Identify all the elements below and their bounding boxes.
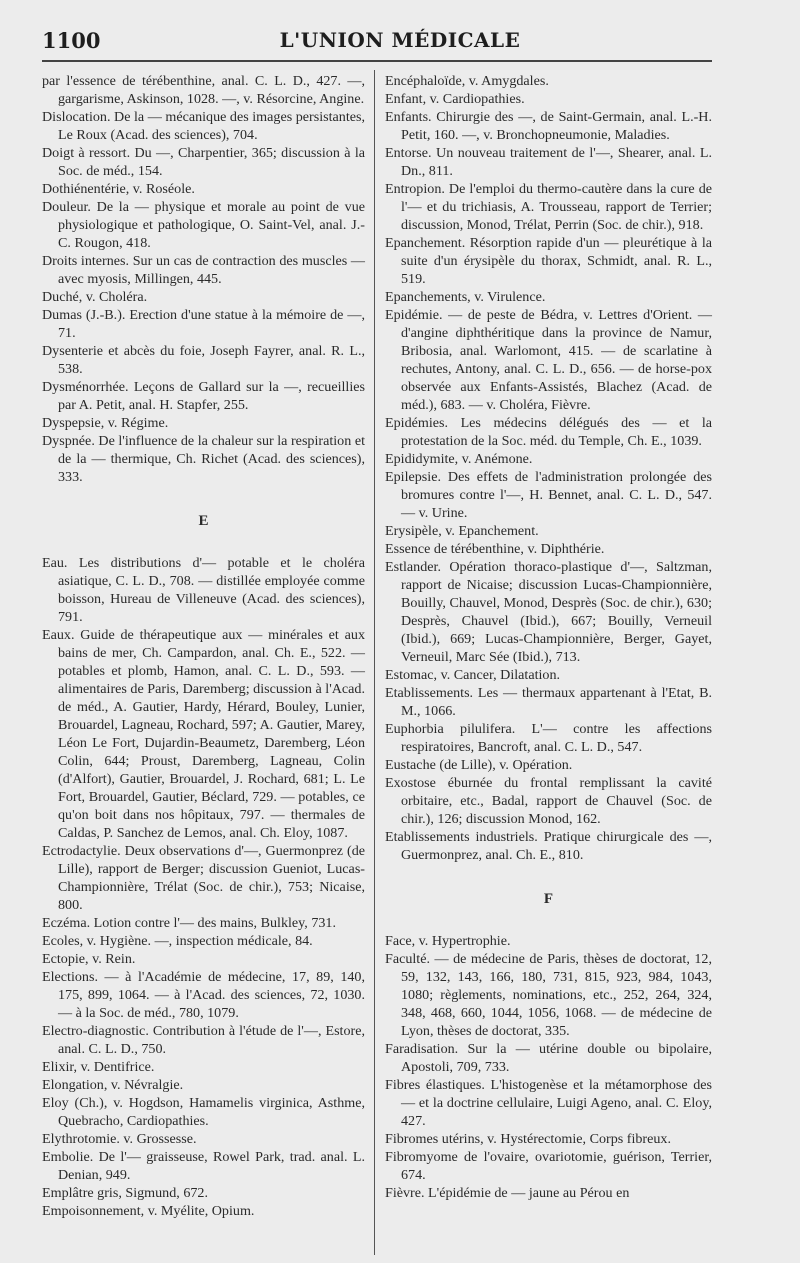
index-entry: Dislocation. De la — mécanique des images persistantes, Le Roux (Acad. des sciences), 704. <box>42 109 365 143</box>
index-entry: Faradisation. Sur la — utérine double ou bipolaire, Apostoli, 709, 733. <box>385 1041 712 1075</box>
index-entry: Enfant, v. Cardiopathies. <box>385 91 525 107</box>
index-entry: Eau. Les distributions d'— potable et le choléra asiatique, C. L. D., 708. — distillée employée comme boisson, Hureau de Villeneuve (Acad. des sciences), 791. <box>42 555 365 625</box>
index-entry: Empoisonnement, v. Myélite, Opium. <box>42 1203 255 1219</box>
index-column-right <box>385 72 712 1202</box>
index-entry: Fibromyome de l'ovaire, ovariotomie, guérison, Terrier, 674. <box>385 1149 712 1183</box>
running-title: L'UNION MÉDICALE <box>279 28 521 52</box>
index-entry: Estomac, v. Cancer, Dilatation. <box>385 667 561 683</box>
index-entry: Epidémies. Les médecins délégués des — et la protestation de la Soc. méd. du Temple, Ch. E., 1039. <box>385 415 712 449</box>
index-entry: Doigt à ressort. Du —, Charpentier, 365; discussion à la Soc. de méd., 154. <box>42 145 365 179</box>
index-entry: Epididymite, v. Anémone. <box>385 451 533 467</box>
index-entry: Dyspepsie, v. Régime. <box>42 415 169 431</box>
index-entry: Faculté. — de médecine de Paris, thèses de doctorat, 12, 59, 132, 143, 166, 180, 731, 815, 923, 984, 1043, 1080; règlements, nominations, etc., 252, 264, 324, 348, 468, 660, 1044, 1056, 1068. — de médecine de Lyon, thèses de doctorat, 335. <box>385 951 712 1039</box>
index-entry: par l'essence de térébenthine, anal. C. L. D., 427. —, gargarisme, Askinson, 1028. —, v. Résorcine, Angine. <box>42 73 365 107</box>
index-column-left <box>42 72 365 1220</box>
index-entry: Fièvre. L'épidémie de — jaune au Pérou en <box>385 1185 630 1201</box>
index-entry: Entropion. De l'emploi du thermo-cautère dans la cure de l'— et du trichiasis, A. Trousseau, rapport de Terrier; discussion, Monod, Trélat, Perrin (Soc. de chir.), 918. <box>385 181 712 233</box>
section-letter-e: E <box>198 513 209 529</box>
page-header <box>0 0 800 64</box>
index-entry: Estlander. Opération thoraco-plastique d'—, Saltzman, rapport de Nicaise; discussion Lucas-Championnière, Bouilly, Chauvel, Monod, Desprès (Soc. de chir.), 630; Desprès, Chauvel (Ibid.), 667; Bouilly, Verneuil (Ibid.), 669; Lucas-Championnière, Berger, Gayet, Verneuil, Marc Sée (Ibid.), 713. <box>385 559 712 665</box>
index-entry: Erysipèle, v. Epanchement. <box>385 523 539 539</box>
index-entry: Ectrodactylie. Deux observations d'—, Guermonprez (de Lille), rapport de Berger; discussion Gueniot, Lucas-Championnière, Trélat (Soc. de chir.), 753; Nicaise, 800. <box>42 843 365 913</box>
column-divider <box>374 70 375 1255</box>
index-entry: Face, v. Hypertrophie. <box>385 933 511 949</box>
index-entry: Dyspnée. De l'influence de la chaleur sur la respiration et de la — thermique, Ch. Richet (Acad. des sciences), 333. <box>42 433 365 485</box>
index-entry: Elixir, v. Dentifrice. <box>42 1059 155 1075</box>
index-entry: Electro-diagnostic. Contribution à l'étude de l'—, Estore, anal. C. L. D., 750. <box>42 1023 365 1057</box>
index-entry: Essence de térébenthine, v. Diphthérie. <box>385 541 605 557</box>
index-entry: Eaux. Guide de thérapeutique aux — minérales et aux bains de mer, Ch. Campardon, anal. Ch. E., 522. — potables et plomb, Hamon, anal. C. L. D., 593. — alimentaires de Paris, Daremberg; discussion à l'Acad. de méd., A. Gautier, Hardy, Hérard, Bouley, Lunier, Brouardel, Lagneau, Rochard, 597; A. Gautier, Marey, Léon Le Fort, Dujardin-Beaumetz, Daremberg, Léon Colin, 644; Proust, Daremberg, Lagneau, Colin (d'Alfort), Gautier, Brouardel, J. Rochard, 681; L. Le Fort, Brouardel, Gautier, Béclard, 729. — potables, ce qu'on boit dans nos hôpitaux, 797. — thermales de Caldas, P. Sanchez de Lemos, anal. Ch. Eloy, 1087. <box>42 627 365 841</box>
index-entry: Fibromes utérins, v. Hystérectomie, Corps fibreux. <box>385 1131 671 1147</box>
index-entry: Ecoles, v. Hygiène. —, inspection médicale, 84. <box>42 933 313 949</box>
index-entry: Dothiénentérie, v. Roséole. <box>42 181 195 197</box>
index-entry: Emplâtre gris, Sigmund, 672. <box>42 1185 208 1201</box>
index-entry: Dumas (J.-B.). Erection d'une statue à la mémoire de —, 71. <box>42 307 365 341</box>
header-rule <box>42 60 712 62</box>
index-entry: Eloy (Ch.), v. Hogdson, Hamamelis virginica, Asthme, Quebracho, Cardiopathies. <box>42 1095 365 1129</box>
index-entry: Entorse. Un nouveau traitement de l'—, Shearer, anal. L. Dn., 811. <box>385 145 712 179</box>
index-entry: Etablissements industriels. Pratique chirurgicale des —, Guermonprez, anal. Ch. E., 810. <box>385 829 712 863</box>
index-entry: Encéphaloïde, v. Amygdales. <box>385 73 549 89</box>
section-letter-f: F <box>543 891 554 907</box>
index-entry: Epanchements, v. Virulence. <box>385 289 546 305</box>
index-entry: Epilepsie. Des effets de l'administration prolongée des bromures contre l'—, H. Bennet, anal. C. L. D., 547. — v. Urine. <box>385 469 712 521</box>
index-entry: Elections. — à l'Académie de médecine, 17, 89, 140, 175, 899, 1064. — à l'Acad. des sciences, 72, 1030. — à la Soc. de méd., 780, 1079. <box>42 969 365 1021</box>
index-entry: Dysménorrhée. Leçons de Gallard sur la —, recueillies par A. Petit, anal. H. Stapfer, 255. <box>42 379 365 413</box>
index-entry: Eczéma. Lotion contre l'— des mains, Bulkley, 731. <box>42 915 337 931</box>
index-entry: Ectopie, v. Rein. <box>42 951 136 967</box>
index-entry: Eustache (de Lille), v. Opération. <box>385 757 573 773</box>
index-entry: Dysenterie et abcès du foie, Joseph Fayrer, anal. R. L., 538. <box>42 343 365 377</box>
index-entry: Elongation, v. Névralgie. <box>42 1077 184 1093</box>
index-entry: Embolie. De l'— graisseuse, Rowel Park, trad. anal. L. Denian, 949. <box>42 1149 365 1183</box>
index-entry: Enfants. Chirurgie des —, de Saint-Germain, anal. L.-H. Petit, 160. —, v. Bronchopneumonie, Maladies. <box>385 109 712 143</box>
index-entry: Etablissements. Les — thermaux appartenant à l'Etat, B. M., 1066. <box>385 685 712 719</box>
index-entry: Epanchement. Résorption rapide d'un — pleurétique à la suite d'un érysipèle du thorax, Schmidt, anal. R. L., 519. <box>385 235 712 287</box>
index-entry: Exostose éburnée du frontal remplissant la cavité orbitaire, etc., Badal, rapport de Chauvel (Soc. de chir.), 126; discussion Monod, 162. <box>385 775 712 827</box>
index-entry: Elythrotomie. v. Grossesse. <box>42 1131 197 1147</box>
index-entry: Droits internes. Sur un cas de contraction des muscles — avec myosis, Millingen, 445. <box>42 253 365 287</box>
index-entry: Fibres élastiques. L'histogenèse et la métamorphose des — et la doctrine cellulaire, Luigi Ageno, anal. C. Eloy, 427. <box>385 1077 712 1129</box>
index-entry: Euphorbia pilulifera. L'— contre les affections respiratoires, Bancroft, anal. C. L. D., 547. <box>385 721 712 755</box>
index-entry: Duché, v. Choléra. <box>42 289 148 305</box>
page-number: 1100 <box>42 28 101 53</box>
index-entry: Epidémie. — de peste de Bédra, v. Lettres d'Orient. — d'angine diphthéritique dans la province de Namur, Bribosia, anal. Warlomont, 415. — de scarlatine à rechutes, Antony, anal. C. L. D., 656. — de horse-pox observée aux Enfants-Assistés, Blachez (Acad. de méd.), 683. — v. Choléra, Fièvre. <box>385 307 712 413</box>
index-entry: Douleur. De la — physique et morale au point de vue physiologique et pathologique, O. Saint-Vel, anal. J.-C. Rougon, 418. <box>42 199 365 251</box>
